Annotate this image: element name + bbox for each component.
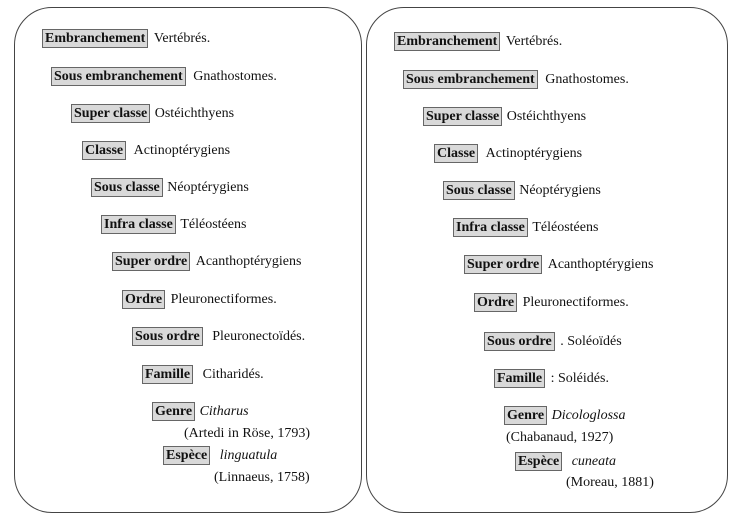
label-super-ordre: Super ordre (112, 252, 190, 271)
row-sous-classe (91, 178, 249, 197)
value-genre: Dicologlossa (551, 408, 626, 423)
row-super-ordre (112, 252, 301, 271)
row-ordre (122, 290, 277, 309)
row-super-classe (71, 104, 234, 123)
value-embranchement: Vertébrés. (153, 31, 211, 46)
value-sous-embranchement: Gnathostomes. (193, 69, 277, 84)
label-sous-classe: Sous classe (91, 178, 163, 197)
row-sous-embranchement (403, 70, 629, 89)
label-espece: Espèce (163, 446, 210, 465)
value-espece: cuneata (571, 454, 617, 469)
value-famille: Citharidés. (202, 367, 264, 382)
value-super-classe: Ostéichthyens (154, 106, 235, 121)
row-ordre (474, 293, 629, 312)
row-sous-classe (443, 181, 601, 200)
label-classe: Classe (82, 141, 126, 160)
row-famille (142, 365, 264, 384)
label-embranchement: Embranchement (42, 29, 148, 48)
label-infra-classe: Infra classe (101, 215, 176, 234)
label-sous-embranchement: Sous embranchement (51, 67, 186, 86)
value-embranchement: Vertébrés. (505, 34, 563, 49)
label-ordre: Ordre (474, 293, 517, 312)
row-genre (504, 406, 625, 425)
row-sous-ordre (132, 327, 305, 346)
row-espece (163, 446, 277, 465)
label-sous-ordre: Sous ordre (132, 327, 203, 346)
value-classe: Actinoptérygiens (485, 146, 583, 161)
genus-author: (Artedi in Röse, 1793) (184, 426, 310, 441)
value-sous-classe: Néoptérygiens (167, 180, 249, 195)
row-classe (82, 141, 230, 160)
row-sous-embranchement (51, 67, 277, 86)
label-espece: Espèce (515, 452, 562, 471)
row-famille (494, 369, 609, 388)
label-genre: Genre (504, 406, 547, 425)
label-sous-ordre: Sous ordre (484, 332, 555, 351)
label-famille: Famille (142, 365, 193, 384)
label-super-ordre: Super ordre (464, 255, 542, 274)
label-classe: Classe (434, 144, 478, 163)
value-genre: Citharus (199, 404, 249, 419)
value-sous-classe: Néoptérygiens (519, 183, 601, 198)
row-infra-classe (453, 218, 598, 237)
value-ordre: Pleuronectiformes. (170, 292, 277, 307)
value-classe: Actinoptérygiens (133, 143, 231, 158)
value-super-ordre: Acanthoptérygiens (547, 257, 654, 272)
value-infra-classe: Téléostéens (180, 217, 247, 232)
value-super-ordre: Acanthoptérygiens (195, 254, 302, 269)
species-author: (Moreau, 1881) (566, 475, 654, 490)
row-embranchement (42, 29, 210, 48)
row-genre (152, 402, 249, 421)
label-embranchement: Embranchement (394, 32, 500, 51)
row-espece (515, 452, 616, 471)
value-sous-ordre: Pleuronectoïdés. (212, 329, 306, 344)
label-ordre: Ordre (122, 290, 165, 309)
value-sous-embranchement: Gnathostomes. (545, 72, 629, 87)
label-famille: Famille (494, 369, 545, 388)
row-classe (434, 144, 582, 163)
label-sous-classe: Sous classe (443, 181, 515, 200)
value-espece: linguatula (219, 448, 278, 463)
label-super-classe: Super classe (423, 107, 502, 126)
value-famille: : Soléidés. (550, 371, 609, 386)
label-super-classe: Super classe (71, 104, 150, 123)
label-infra-classe: Infra classe (453, 218, 528, 237)
genus-author: (Chabanaud, 1927) (506, 430, 614, 445)
value-infra-classe: Téléostéens (532, 220, 599, 235)
value-sous-ordre: . Soléoïdés (560, 334, 622, 349)
row-super-ordre (464, 255, 653, 274)
row-embranchement (394, 32, 562, 51)
row-super-classe (423, 107, 586, 126)
species-author: (Linnaeus, 1758) (214, 470, 310, 485)
row-sous-ordre (484, 332, 622, 351)
value-super-classe: Ostéichthyens (506, 109, 587, 124)
label-genre: Genre (152, 402, 195, 421)
value-ordre: Pleuronectiformes. (522, 295, 629, 310)
row-infra-classe (101, 215, 246, 234)
label-sous-embranchement: Sous embranchement (403, 70, 538, 89)
